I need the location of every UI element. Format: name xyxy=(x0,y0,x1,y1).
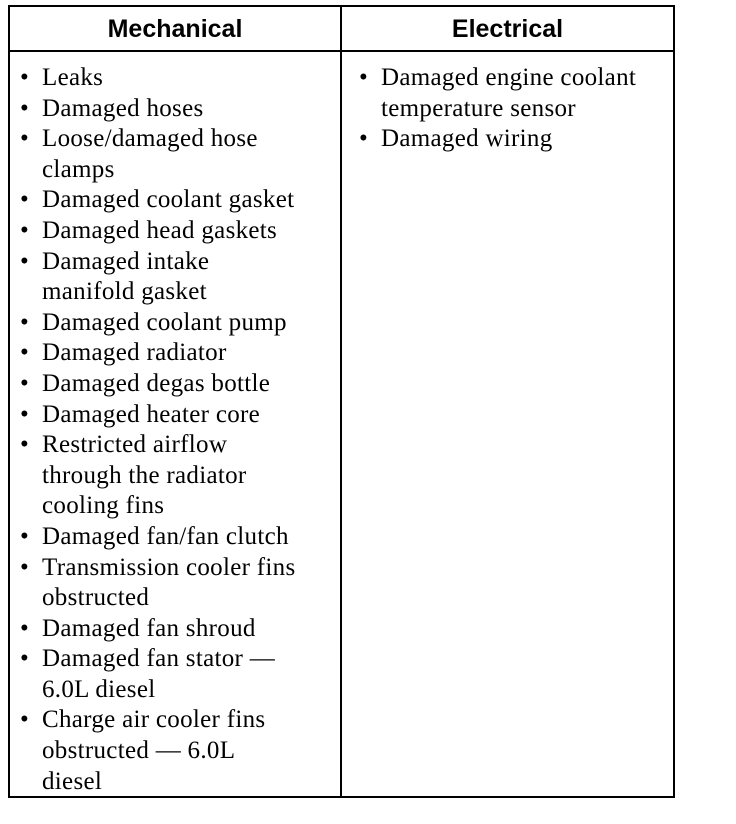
bullet-icon: • xyxy=(20,339,30,367)
item-text-line: Leaks xyxy=(42,64,104,91)
mechanical-item xyxy=(18,216,340,247)
bullet-icon: • xyxy=(359,64,369,91)
bullet-icon: • xyxy=(359,125,369,153)
item-text-line: Damaged radiator xyxy=(42,339,227,367)
item-text-line: Charge air cooler fins xyxy=(42,706,266,734)
bullet-icon: • xyxy=(20,431,30,459)
item-text-line: through the radiator xyxy=(42,461,247,489)
item-text-line: Damaged fan/fan clutch xyxy=(42,522,289,550)
mechanical-list xyxy=(18,63,340,797)
bullet-icon: • xyxy=(20,308,30,336)
symptom-table xyxy=(8,5,675,798)
mechanical-item xyxy=(18,522,340,553)
mechanical-item xyxy=(18,644,340,705)
electrical-column xyxy=(342,52,673,797)
item-text-line: temperature sensor xyxy=(381,94,576,122)
mechanical-item xyxy=(18,94,340,125)
bullet-icon: • xyxy=(20,216,30,244)
mechanical-item xyxy=(18,247,340,308)
mechanical-column xyxy=(10,52,342,797)
bullet-icon: • xyxy=(20,125,30,153)
bullet-icon: • xyxy=(20,522,30,550)
electrical-item xyxy=(357,63,673,124)
mechanical-item xyxy=(18,553,340,614)
item-text-line: Damaged intake xyxy=(42,247,210,275)
bullet-icon: • xyxy=(20,400,30,428)
bullet-icon: • xyxy=(20,94,30,122)
electrical-list xyxy=(357,63,673,155)
item-text-line: Damaged fan stator — xyxy=(42,645,276,673)
item-text-line: Loose/damaged hose xyxy=(42,125,258,153)
mechanical-item xyxy=(18,400,340,431)
item-text-line: Damaged hoses xyxy=(42,94,204,122)
item-text-line: Damaged fan shroud xyxy=(42,614,256,642)
electrical-header: Electrical xyxy=(342,7,673,52)
mechanical-item xyxy=(18,338,340,369)
item-text-line: diesel xyxy=(42,767,103,795)
electrical-item xyxy=(357,124,673,155)
item-text-line: obstructed — 6.0L xyxy=(42,737,236,765)
mechanical-item xyxy=(18,124,340,185)
item-text-line: obstructed xyxy=(42,584,150,612)
item-text-line: manifold gasket xyxy=(42,278,207,306)
item-text-line: Damaged engine coolant xyxy=(381,64,637,91)
bullet-icon: • xyxy=(20,553,30,581)
item-text-line: Restricted airflow xyxy=(42,431,228,459)
mechanical-item xyxy=(18,369,340,400)
bullet-icon: • xyxy=(20,369,30,397)
mechanical-header: Mechanical xyxy=(10,7,342,52)
bullet-icon: • xyxy=(20,247,30,275)
mechanical-item xyxy=(18,614,340,645)
mechanical-item xyxy=(18,308,340,339)
item-text-line: 6.0L diesel xyxy=(42,675,156,703)
mechanical-item xyxy=(18,185,340,216)
bullet-icon: • xyxy=(20,706,30,734)
item-text-line: cooling fins xyxy=(42,492,165,520)
item-text-line: Damaged heater core xyxy=(42,400,261,428)
item-text-line: Damaged head gaskets xyxy=(42,216,278,244)
item-text-line: Transmission cooler fins xyxy=(42,553,296,581)
bullet-icon: • xyxy=(20,614,30,642)
bullet-icon: • xyxy=(20,645,30,673)
mechanical-item xyxy=(18,705,340,797)
mechanical-item xyxy=(18,430,340,522)
item-text-line: Damaged coolant gasket xyxy=(42,186,295,214)
bullet-icon: • xyxy=(20,186,30,214)
bullet-icon: • xyxy=(20,64,30,91)
item-text-line: Damaged coolant pump xyxy=(42,308,287,336)
mechanical-item xyxy=(18,63,340,94)
item-text-line: clamps xyxy=(42,155,115,183)
item-text-line: Damaged degas bottle xyxy=(42,369,271,397)
item-text-line: Damaged wiring xyxy=(381,125,553,153)
